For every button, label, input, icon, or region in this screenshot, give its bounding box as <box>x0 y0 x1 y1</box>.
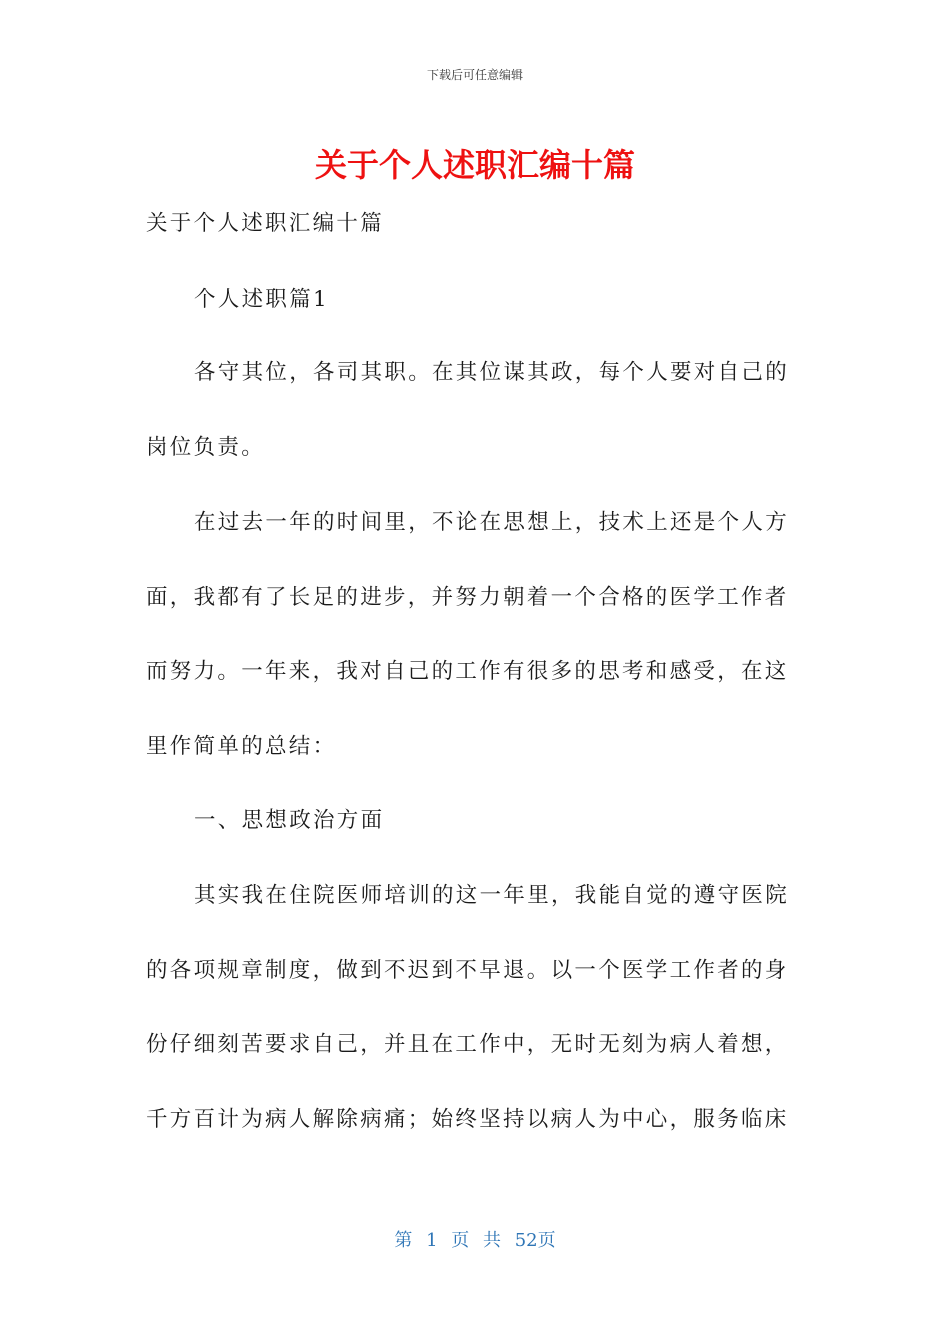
paragraph-line: 其实我在住院医师培训的这一年里，我能自觉的遵守医院 <box>194 883 790 908</box>
document-title: 关于个人述职汇编十篇 <box>314 146 635 184</box>
header-note: 下载后可任意编辑 <box>426 68 523 82</box>
paragraph-line: 在过去一年的时间里，不论在思想上，技术上还是个人方 <box>194 510 790 535</box>
subsection-heading: 一、思想政治方面 <box>194 808 385 833</box>
paragraph-line: 岗位负责。 <box>146 435 266 460</box>
paragraph-line: 各守其位，各司其职。在其位谋其政，每个人要对自己的 <box>194 360 790 385</box>
paragraph-line: 千方百计为病人解除病痛；始终坚持以病人为中心，服务临床 <box>146 1107 789 1132</box>
subtitle-line: 关于个人述职汇编十篇 <box>146 211 385 236</box>
section-heading: 个人述职篇1 <box>194 287 329 312</box>
paragraph-line: 面，我都有了长足的进步，并努力朝着一个合格的医学工作者 <box>146 585 789 610</box>
page-footer: 第 1 页 共 52页 <box>394 1230 556 1251</box>
paragraph-line: 份仔细刻苦要求自己，并且在工作中，无时无刻为病人着想， <box>146 1032 789 1057</box>
paragraph-line: 的各项规章制度，做到不迟到不早退。以一个医学工作者的身 <box>146 958 789 983</box>
paragraph-line: 而努力。一年来，我对自己的工作有很多的思考和感受，在这 <box>146 659 789 684</box>
paragraph-line: 里作简单的总结： <box>146 734 337 759</box>
